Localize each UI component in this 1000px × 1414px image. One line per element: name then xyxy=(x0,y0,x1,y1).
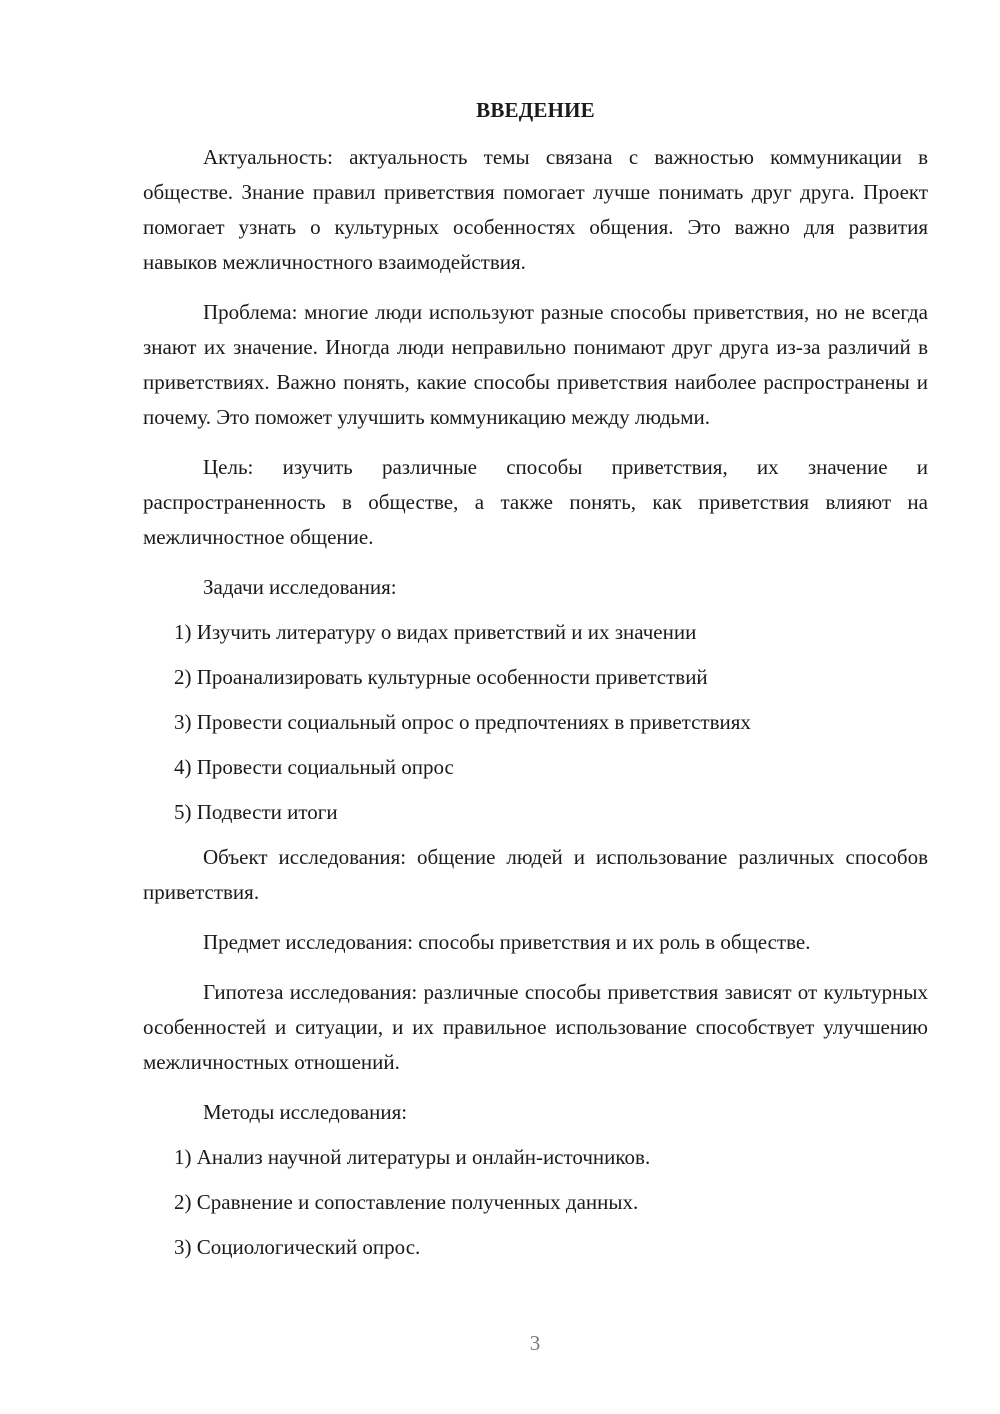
hypothesis-paragraph: Гипотеза исследования: различные способы приветствия зависят от культурных особенностей и ситуации, и их правильное использование способствует улучшению межличностных отношений. xyxy=(143,980,928,1074)
relevance-paragraph: Актуальность: актуальность темы связана с важностью коммуникации в обществе. Знание правил приветствия помогает лучше понимать друг друга. Проект помогает узнать о культурных особенностях общения. Это важно для развития навыков межличностного взаимодействия. xyxy=(143,145,928,274)
tasks-list xyxy=(143,615,928,830)
task-item: 5) Подвести итоги xyxy=(174,800,338,824)
section-heading: ВВЕДЕНИЕ xyxy=(476,98,595,122)
task-item: 3) Провести социальный опрос о предпочтениях в приветствиях xyxy=(174,710,751,734)
method-item: 1) Анализ научной литературы и онлайн-источников. xyxy=(174,1145,651,1169)
document-page xyxy=(143,93,928,1275)
method-item: 2) Сравнение и сопоставление полученных данных. xyxy=(174,1190,639,1214)
subject-paragraph: Предмет исследования: способы приветствия и их роль в обществе. xyxy=(203,930,811,954)
task-item: 2) Проанализировать культурные особенности приветствий xyxy=(174,665,708,689)
task-item: 4) Провести социальный опрос xyxy=(174,755,454,779)
goal-paragraph: Цель: изучить различные способы приветствия, их значение и распространенность в обществе, а также понять, как приветствия влияют на межличностное общение. xyxy=(143,455,928,549)
page-number: 3 xyxy=(529,1331,541,1355)
problem-paragraph: Проблема: многие люди используют разные способы приветствия, но не всегда знают их значение. Иногда люди неправильно понимают друг друга из-за различий в приветствиях. Важно понять, какие способы приветствия наиболее распространены и почему. Это поможет улучшить коммуникацию между людьми. xyxy=(143,300,928,429)
method-item: 3) Социологический опрос. xyxy=(174,1235,421,1259)
task-item: 1) Изучить литературу о видах приветствий и их значении xyxy=(174,620,697,644)
methods-label: Методы исследования: xyxy=(203,1100,408,1124)
tasks-label: Задачи исследования: xyxy=(203,575,397,599)
object-paragraph: Объект исследования: общение людей и использование различных способов приветствия. xyxy=(143,845,928,904)
methods-list xyxy=(143,1140,928,1265)
